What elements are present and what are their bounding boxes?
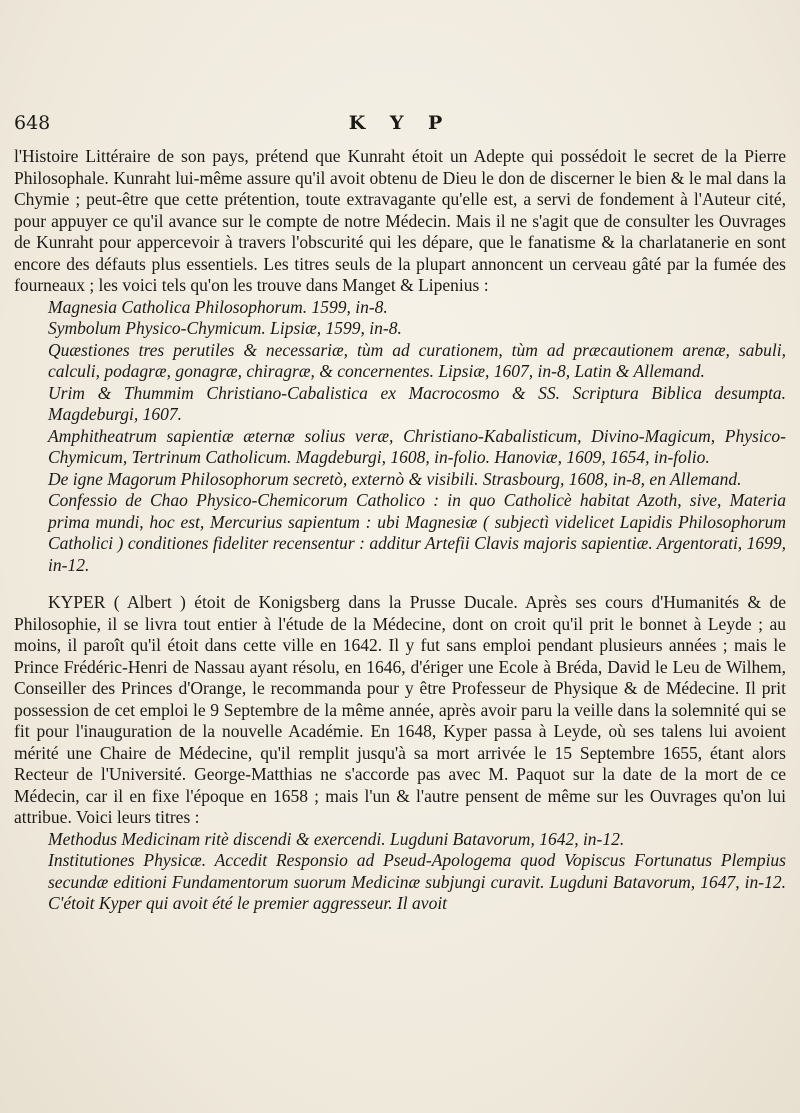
work-entry: De igne Magorum Philosophorum secretò, externò & visibili. Strasbourg, 1608, in-8, en Allemand.: [48, 468, 742, 489]
work-entry: Quæstiones tres perutiles & necessariæ, tùm ad curationem, tùm ad præcautionem arenæ, sabuli, calculi, podagræ, gonagræ, chiragræ, & concernentes. Lipsiæ, 1607, in-8, Latin & Allemand.: [48, 339, 786, 381]
paragraph-kyper-entry: KYPER ( Albert ) étoit de Konigsberg dans la Prusse Ducale. Après ses cours d'Humanités & de Philosophie, il se livra tout entier à l'étude de la Médecine, dont on croit qu'il prit le bonnet à Leyde ; au moins, il paroît qu'il étoit dans cette ville en 1642. Il y fut sans emploi pendant plusieurs années ; mais le Prince Frédéric-Henri de Nassau ayant résolu, en 1646, d'ériger une Ecole à Bréda, David le Leu de Wilhem, Conseiller des Princes d'Orange, le recommanda pour y être Professeur de Physique & de Médecine. Il prit possession de cet emploi le 9 Septembre de la même année, après avoir paru la veille dans la solemnité qui se fit pour l'inauguration de la nouvelle Académie. En 1648, Kyper passa à Leyde, où ses talens lui avoient mérité une Chaire de Médecine, qu'il remplit jusqu'à sa mort arrivée le 15 Septembre 1655, étant alors Recteur de l'Université. George-Matthias ne s'accorde pas avec M. Paquot sur la date de la mort de ce Médecin, car il en fixe l'époque en 1658 ; mais l'un & l'autre pensent de même sur les Ouvrages qu'on lui attribue. Voici leurs titres :: [14, 592, 786, 827]
work-entry: Symbolum Physico-Chymicum. Lipsiæ, 1599, in-8.: [48, 318, 402, 338]
work-entry: Amphitheatrum sapientiæ æternæ solius veræ, Christiano-Kabalisticum, Divino-Magicum, Physico-Chymicum, Tertrinum Catholicum. Magdeburgi, 1608, in-folio. Hanoviæ, 1609, 1654, in-folio.: [48, 425, 786, 467]
work-entry: Confessio de Chao Physico-Chemicorum Catholico : in quo Catholicè habitat Azoth, sive, Materia prima mundi, hoc est, Mercurius sapientum : ubi Magnesiæ ( subjectì videlicet Lapidis Philosophorum Catholici ) conditiones fideliter recensentur : additur Artefii Clavis majoris sapientiæ. Argentorati, 1699, in-12.: [48, 490, 786, 575]
running-title: K Y P: [348, 112, 452, 134]
page-number: 648: [14, 112, 51, 134]
kyper-works-list: [14, 829, 786, 915]
work-entry: Methodus Medicinam ritè discendi & exercendi. Lugduni Batavorum, 1642, in-12.: [48, 828, 625, 849]
paragraph-kunraht-continued: l'Histoire Littéraire de son pays, prétend que Kunraht étoit un Adepte qui possédoit le secret de la Pierre Philosophale. Kunraht lui-même assure qu'il avoit obtenu de Dieu le don de discerner le bien & le mal dans la Chymie ; peut-être que cette prétention, toute extravagante qu'elle est, a servi de fondement à l'Auteur cité, pour appuyer ce qu'il avance sur le compte de notre Médecin. Mais il ne s'agit que de consulter les Ouvrages de Kunraht pour appercevoir à travers l'obscurité qui les dépare, que le fanatisme & la charlatanerie en sont encore des défauts plus essentiels. Les titres seuls de la plupart annoncent un cerveau gâté par la fumée des fourneaux ; les voici tels qu'on les trouve dans Manget & Lipenius :: [14, 146, 786, 295]
kunraht-works-list: [14, 297, 786, 577]
page-body: [14, 146, 786, 915]
work-entry: Urim & Thummim Christiano-Cabalistica ex Macrocosmo & SS. Scriptura Biblica desumpta. Magdeburgi, 1607.: [48, 382, 786, 424]
work-entry: Institutiones Physicæ. Accedit Responsio ad Pseud-Apologema quod Vopiscus Fortunatus Plempius secundæ editioni Fundamentorum suorum Medicinæ subjungi curavit. Lugduni Batavorum, 1647, in-12. C'étoit Kyper qui avoit été le premier aggresseur. Il avoit: [48, 850, 786, 913]
work-entry: Magnesia Catholica Philosophorum. 1599, in-8.: [48, 296, 388, 317]
page-header: [14, 112, 786, 138]
